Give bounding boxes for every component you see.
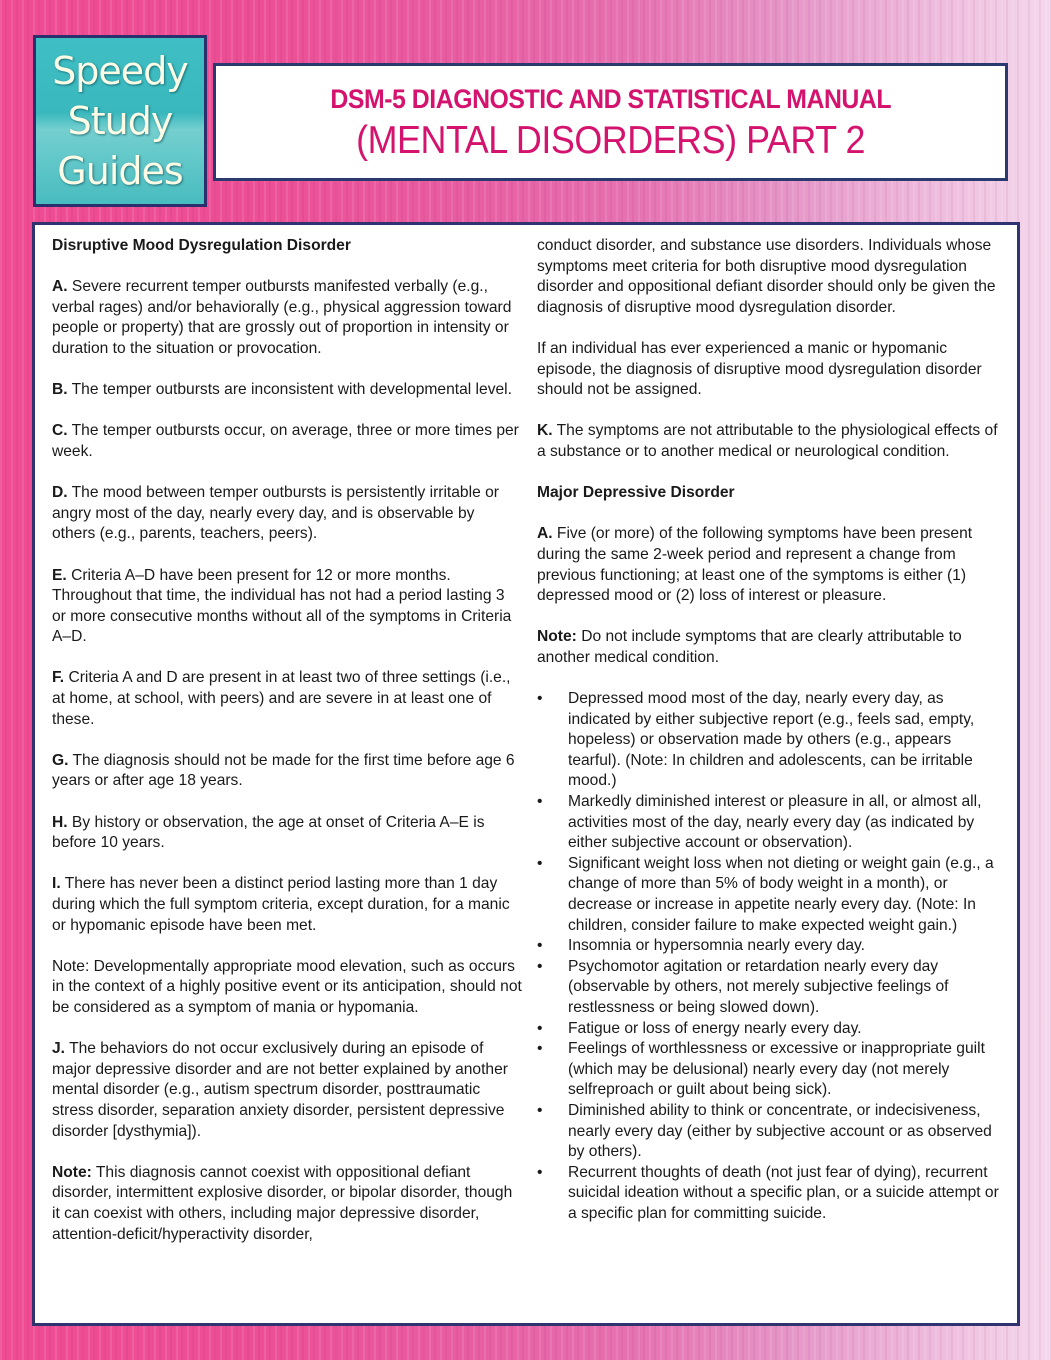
criterion-label: A. [52,278,68,296]
criterion-text: The temper outbursts occur, on average, three or more times per week. [52,422,519,460]
section-heading-dmdd: Disruptive Mood Dysregulation Disorder [52,237,351,254]
symptom-text: Feelings of worthlessness or excessive or inappropriate guilt (which may be delusional) nearly every day (not merely selfreproach or guilt about being sick). [568,1040,985,1099]
symptom-text: Recurrent thoughts of death (not just fear of dying), recurrent suicidal ideation without a specific plan, or a suicide attempt or a specific plan for committing suicide. [568,1163,999,1222]
symptom-text: Depressed mood most of the day, nearly every day, as indicated by either subjective report (e.g., feels sad, empty, hopeless) or observation made by others (e.g., appears tearful). (Note: In children and adolescents, can be irritable mood.) [568,690,975,790]
page-subtitle: (MENTAL DISORDERS) PART 2 [356,118,865,162]
manic-episode-paragraph: If an individual has ever experienced a manic or hypomanic episode, the diagnosis of disruptive mood dysregulation disorder should not be assigned. [537,339,982,399]
criterion-k [537,421,1007,462]
symptom-text: Diminished ability to think or concentrate, or indecisiveness, nearly every day (either by subjective account or as observed by others). [568,1101,992,1161]
criterion-f [52,668,522,730]
list-item [537,957,1007,1019]
list-item [537,936,1007,957]
symptom-list [537,689,1007,1224]
criterion-text: By history or observation, the age at onset of Criteria A–E is before 10 years. [52,813,485,852]
note-label: Note: [537,628,577,646]
criterion-label: G. [52,751,69,769]
list-item [537,1039,1007,1101]
bullet-icon: • [537,1040,543,1058]
criterion-label: B. [52,381,68,399]
criterion-text: Severe recurrent temper outbursts manifested verbally (e.g., verbal rages) and/or behaviorally (e.g., physical aggression toward people or property) that are grossly out of proportion in intensity or duration to the situation or provocation. [52,278,512,357]
symptom-text: Significant weight loss when not dieting or weight gain (e.g., a change of more than 5% of body weight in a month), or decrease or increase in appetite nearly every day. (Note: In children, consider failure to make expected weight gain.) [568,854,994,934]
criterion-text: There has never been a distinct period lasting more than 1 day during which the full symptom criteria, except duration, for a manic or hypomanic episode have been met. [52,875,510,934]
criterion-label: A. [537,525,553,543]
symptom-text: Fatigue or loss of energy nearly every day. [568,1019,862,1037]
criterion-g [52,751,522,792]
logo-line-study: Study [67,99,173,143]
criterion-label: I. [52,875,61,893]
symptom-text: Markedly diminished interest or pleasure in all, or almost all, activities most of the day, nearly every day (as indicated by either subjective account or observation). [568,793,982,852]
list-item [537,1101,1007,1163]
bullet-icon: • [537,1101,543,1119]
left-column [52,236,522,1266]
bullet-icon: • [537,937,543,955]
bullet-icon: • [537,1019,543,1037]
bullet-icon: • [537,854,543,872]
section-heading-mdd: Major Depressive Disorder [537,484,735,502]
note-continuation: conduct disorder, and substance use disorders. Individuals whose symptoms meet criteria for both disruptive mood dysregulation disorder and oppositional defiant disorder should only be given the diagnosis of disruptive mood dysregulation disorder. [537,237,996,316]
criterion-c [52,421,522,462]
criterion-text: The behaviors do not occur exclusively during an episode of major depressive disorder and are not better explained by another mental disorder (e.g., autism spectrum disorder, posttraumatic stress disorder, separation anxiety disorder, persistent depressive disorder [dysthymia]). [52,1040,508,1140]
criterion-label: D. [52,484,68,502]
criterion-label: K. [537,422,553,440]
bullet-icon: • [537,690,543,708]
criterion-e [52,566,522,648]
bullet-icon: • [537,793,543,811]
criterion-text: The temper outbursts are inconsistent with developmental level. [67,381,512,399]
criterion-label: H. [52,813,68,831]
list-item [537,689,1007,792]
note-label: Note: [52,1163,92,1181]
criterion-text: The symptoms are not attributable to the physiological effects of a substance or to another medical or neurological condition. [537,422,998,460]
criterion-b [52,380,522,401]
criterion-text: The mood between temper outbursts is persistently irritable or angry most of the day, nearly every day, and is observable by others (e.g., parents, teachers, peers). [52,484,499,543]
criterion-text: Five (or more) of the following symptoms have been present during the same 2-week period and represent a change from previous functioning; at least one of the symptoms is either (1) depressed mood or (2) loss of interest or pleasure. [537,525,973,605]
right-column [537,236,1007,1225]
bullet-icon: • [537,957,543,975]
speedy-study-guides-logo [33,35,207,207]
bullet-icon: • [537,1163,543,1181]
logo-line-guides: Guides [57,149,183,193]
list-item [537,792,1007,854]
criterion-h [52,813,522,854]
symptom-text: Insomnia or hypersomnia nearly every day. [568,937,865,955]
list-item [537,1163,1007,1225]
list-item [537,854,1007,936]
criterion-d [52,483,522,545]
note-mood-elevation: Note: Developmentally appropriate mood elevation, such as occurs in the context of a highly positive event or its anticipation, should not be considered as a symptom of mania or hypomania. [52,957,522,1016]
criterion-j [52,1039,522,1142]
criterion-label: J. [52,1040,66,1058]
note-coexist [52,1163,522,1245]
mdd-note [537,627,1007,668]
logo-line-speedy: Speedy [52,49,188,93]
content-panel [32,222,1020,1326]
criterion-a [52,277,522,359]
note-text: Do not include symptoms that are clearly attributable to another medical condition. [537,628,962,666]
criterion-text: Criteria A–D have been present for 12 or more months. Throughout that time, the individual has not had a period lasting 3 or more consecutive months without all of the symptoms in Criteria A–D. [52,566,512,646]
note-text: This diagnosis cannot coexist with oppositional defiant disorder, intermittent explosive disorder, or bipolar disorder, though it can coexist with others, including major depressive disorder, attention-deficit/hyperactivity disorder, [52,1163,513,1243]
mdd-criterion-a [537,524,1007,606]
criterion-text: Criteria A and D are present in at least two of three settings (i.e., at home, at school, with peers) and are severe in at least one of these. [52,669,511,728]
title-banner [213,63,1008,181]
criterion-label: F. [52,669,65,687]
criterion-label: E. [52,566,67,584]
criterion-i [52,874,522,936]
symptom-text: Psychomotor agitation or retardation nearly every day (observable by others, not merely subjective feelings of restlessness or being slowed down). [568,957,949,1016]
criterion-label: C. [52,422,68,440]
criterion-text: The diagnosis should not be made for the first time before age 6 years or after age 18 years. [52,751,515,790]
list-item [537,1019,1007,1040]
page-title: DSM-5 DIAGNOSTIC AND STATISTICAL MANUAL [330,83,891,114]
